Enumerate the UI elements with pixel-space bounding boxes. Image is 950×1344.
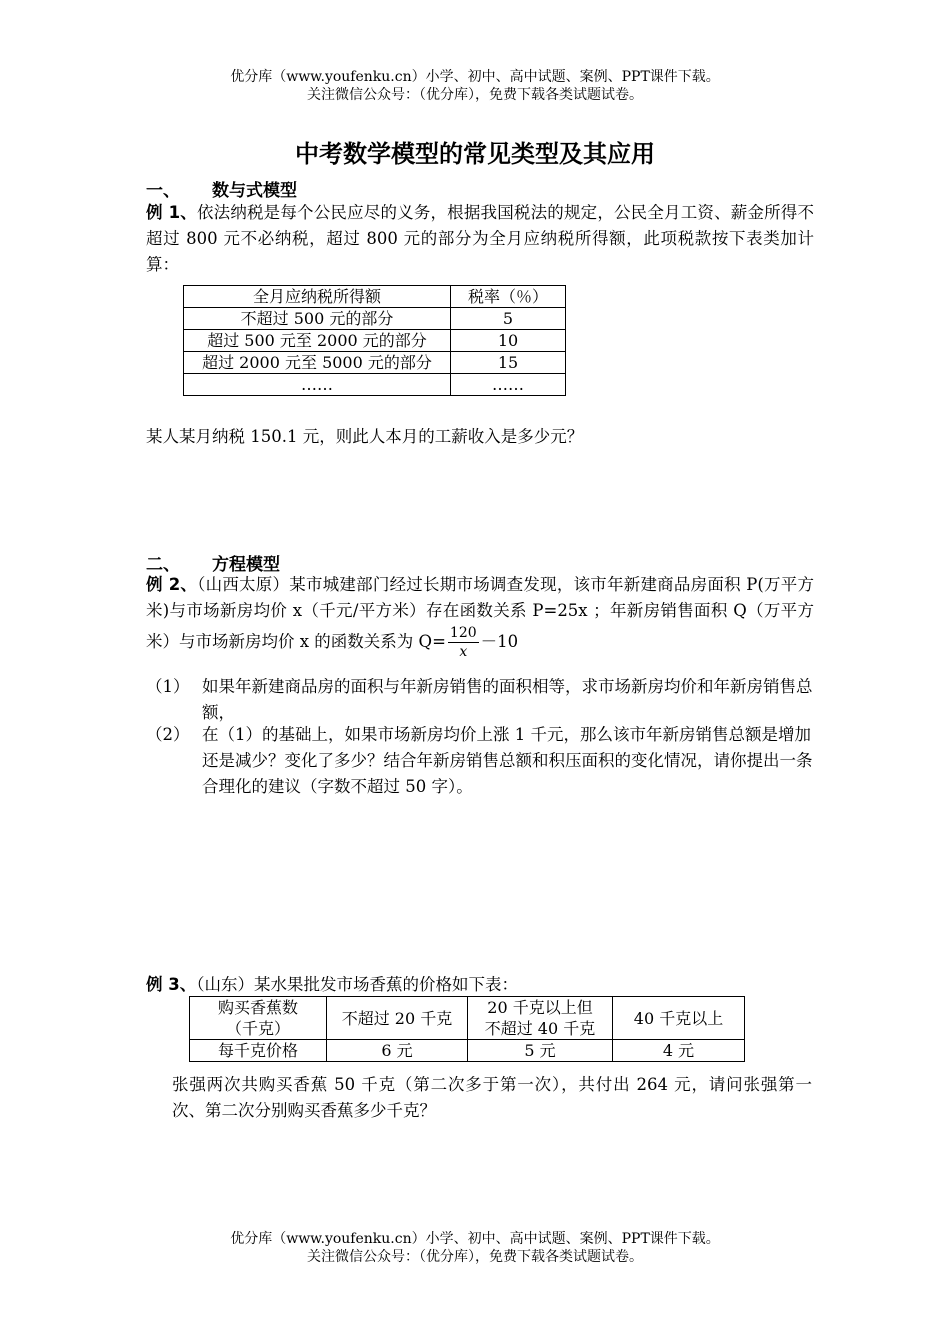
table-header-cell: 全月应纳税所得额 (184, 286, 451, 308)
table-header-cell: 40 千克以上 (613, 997, 745, 1040)
table-cell: 4 元 (613, 1040, 745, 1062)
section-number: 一、 (146, 181, 180, 201)
table-cell: …… (451, 374, 566, 396)
header-line-1: 优分库（www.youfenku.cn）小学、初中、高中试题、案例、PPT课件下载。 (230, 69, 720, 85)
question-item-2 (146, 722, 814, 800)
example-body: （山东）某水果批发市场香蕉的价格如下表： (196, 975, 518, 994)
table-row (184, 374, 566, 396)
section-label: 方程模型 (212, 555, 280, 575)
table-header-row (190, 997, 745, 1040)
example-body: （山西太原）某市城建部门经过长期市场调查发现，该市年新建商品房面积 P(万平方米)与市场新房均价 x（千元/平方米）存在函数关系 P=25x ；年新房销售面积 Q（万平方米）与市场新房均价 x 的函数关系为 Q= (146, 575, 814, 651)
example-1-text (146, 200, 814, 278)
table-cell: 不超过 500 元的部分 (184, 308, 451, 330)
question-number: （2） (146, 725, 190, 744)
example-body: 依法纳税是每个公民应尽的义务，根据我国税法的规定，公民全月工资、薪金所得不超过 800 元不必纳税，超过 800 元的部分为全月应纳税所得额，此项税款按下表类加计算： (146, 203, 814, 274)
example-3-intro (146, 972, 814, 998)
table-cell: …… (184, 374, 451, 396)
cell-line: （千克） (225, 1019, 290, 1038)
footer-line-2: 关注微信公众号：（优分库），免费下载各类试题试卷。 (307, 1249, 643, 1265)
page-header (0, 68, 950, 104)
tax-rate-table (183, 285, 566, 396)
example-body-end: －10 (480, 632, 519, 651)
question-text: 如果年新建商品房的面积与年新房销售的面积相等，求市场新房均价和年新房销售总额， (202, 677, 813, 722)
header-line-2: 关注微信公众号：（优分库），免费下载各类试题试卷。 (307, 87, 643, 103)
fraction (448, 624, 479, 661)
section-number: 二、 (146, 555, 180, 575)
page-title: 中考数学模型的常见类型及其应用 (295, 140, 655, 168)
page-footer (0, 1230, 950, 1266)
table-cell: 5 元 (468, 1040, 613, 1062)
example-label: 例 1、 (146, 203, 197, 222)
table-cell: 15 (451, 352, 566, 374)
section-label: 数与式模型 (212, 181, 297, 201)
banana-price-table (189, 996, 745, 1062)
table-header-cell (468, 997, 613, 1040)
example-2-text (146, 572, 814, 661)
table-header-cell: 税率（％） (451, 286, 566, 308)
cell-line: 20 千克以上但 (487, 998, 593, 1017)
table-cell: 超过 500 元至 2000 元的部分 (184, 330, 451, 352)
cell-line: 不超过 40 千克 (484, 1019, 596, 1038)
table-row (190, 1040, 745, 1062)
section-heading-1 (146, 176, 297, 201)
table-cell: 5 (451, 308, 566, 330)
table-header-cell (190, 997, 327, 1040)
example-1-question: 某人某月纳税 150.1 元，则此人本月的工薪收入是多少元？ (146, 427, 584, 446)
table-header-cell: 不超过 20 千克 (327, 997, 468, 1040)
table-cell: 超过 2000 元至 5000 元的部分 (184, 352, 451, 374)
table-row (184, 308, 566, 330)
question-item-1 (146, 674, 814, 726)
question-text: 在（1）的基础上，如果市场新房均价上涨 1 千元，那么该市年新房销售总额是增加还是减少？变化了多少？结合年新房销售总额和积压面积的变化情况，请你提出一条合理化的建议（字数不超过 50 字）。 (202, 725, 813, 796)
example-3-question: 张强两次共购买香蕉 50 千克（第二次多于第一次），共付出 264 元，请问张强第一次、第二次分别购买香蕉多少千克？ (172, 1075, 812, 1120)
table-cell: 6 元 (327, 1040, 468, 1062)
table-cell: 10 (451, 330, 566, 352)
table-header-row (184, 286, 566, 308)
fraction-numerator: 120 (449, 625, 477, 641)
question-number: （1） (146, 677, 190, 696)
table-cell: 每千克价格 (190, 1040, 327, 1062)
example-label: 例 2、 (146, 575, 198, 594)
fraction-denominator: x (459, 644, 468, 660)
example-label: 例 3、 (146, 975, 197, 994)
table-row (184, 330, 566, 352)
table-row (184, 352, 566, 374)
footer-line-1: 优分库（www.youfenku.cn）小学、初中、高中试题、案例、PPT课件下载。 (230, 1231, 720, 1247)
cell-line: 购买香蕉数 (217, 998, 298, 1017)
